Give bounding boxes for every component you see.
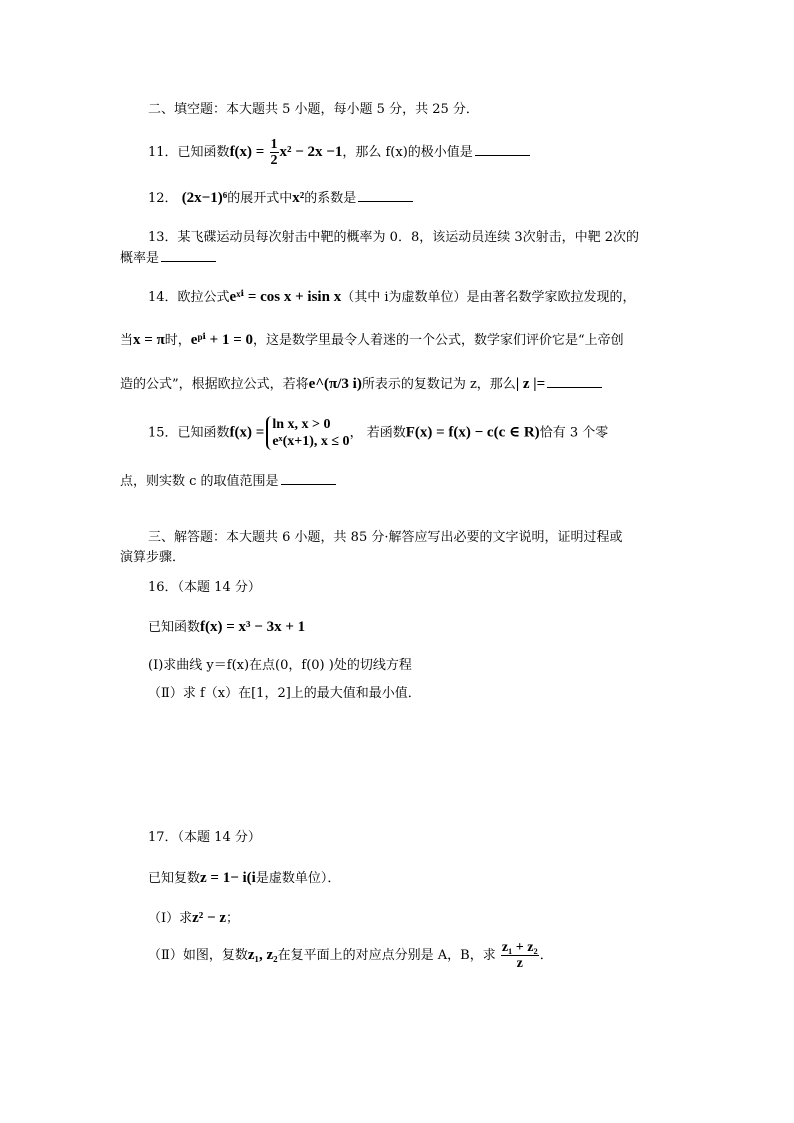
q11-expr: x² − 2x −1 [279, 144, 343, 160]
q11-pre: 已知函数 [177, 145, 230, 160]
question-13-line2: 概率是 [120, 247, 216, 269]
section3-heading-line1: 三、解答题：本大题共 6 小题，共 85 分·解答应写出必要的文字说明，证明过程或 [148, 530, 623, 545]
q14-condition: x = π [133, 332, 165, 348]
question-16-part1: (Ⅰ)求曲线 y＝f(x)在点(0，f(0) )处的切线方程 [148, 658, 412, 673]
q11-fraction: $\frac{1}{2}$ [270, 137, 278, 168]
q17-z: z = 1− i(i [200, 870, 256, 886]
question-11 [148, 137, 530, 168]
q14-answer-blank[interactable] [547, 373, 602, 388]
q12-post: 的系数是 [304, 191, 357, 206]
q14-abs-z: | z |= [515, 376, 546, 392]
q15-answer-blank[interactable] [281, 470, 336, 485]
section3-heading-line2: 演算步骤． [120, 550, 186, 565]
question-15-line2: 点，则实数 c 的取值范围是 [120, 470, 336, 492]
q17-vars: z₁, z₂ [247, 947, 278, 963]
question-14-line3: 造的公式”，根据欧拉公式，若将e^(π/3 i)所表示的复数记为 z，那么| z |= [120, 373, 602, 395]
question-15-line1: 15．已知函数f(x) = ln x, x > 0 eˣ(x+1), x ≤ 0 ， 若函数F(x) = f(x) − c(c ∈ R)恰有 3 个零 [148, 417, 609, 449]
question-16-part2: （Ⅱ）求 f（x）在[1，2]上的最大值和最小值． [148, 686, 421, 701]
q15-piecewise: ln x, x > 0 eˣ(x+1), x ≤ 0 [266, 416, 349, 450]
q11-number: 11． [148, 145, 178, 160]
section2-heading: 二、填空题：本大题共 5 小题，每小题 5 分，共 25 分． [148, 102, 479, 117]
q14-exponential: e^(π/3 i) [308, 376, 362, 392]
q11-post: ，那么 f(x)的极小值是 [342, 145, 473, 160]
q15-Fx: F(x) = f(x) − c(c ∈ R) [405, 424, 540, 441]
q17-fraction: $\frac{\text{z₁ + z₂}}{z}$ [501, 940, 538, 971]
question-14-line2: 当x = π时，eᵖⁱ + 1 = 0，这是数学里最令人着迷的一个公式，数学家们评价它是“上帝创 [120, 332, 624, 348]
question-16-stem: 已知函数f(x) = x³ − 3x + 1 [148, 619, 306, 635]
q11-answer-blank[interactable] [475, 141, 530, 156]
question-13-line1: 13．某飞碟运动员每次射击中靶的概率为 0．8，该运动员连续 3次射击，中靶 2次的 [148, 230, 640, 245]
q13-answer-blank[interactable] [161, 247, 216, 262]
q16-function: f(x) = x³ − 3x + 1 [200, 619, 306, 635]
q12-term: x² [292, 190, 305, 206]
q12-mid: 的展开式中 [227, 191, 293, 206]
question-17-number: 17．（本题 14 分） [148, 830, 261, 845]
question-14-line1: 14．欧拉公式eˣⁱ = cos x + isin x（其中 i为虚数单位）是由著名数学家欧拉发现的， [148, 289, 636, 305]
question-17-part2: （Ⅱ）如图，复数z₁, z₂在复平面上的对应点分别是 A，B，求 $\frac{\text{z₁ + z₂}}{z}$ ． [148, 940, 553, 971]
q15-fx: f(x) = [229, 424, 265, 441]
question-17-part1: （Ⅰ）求z² − z； [148, 910, 240, 926]
question-12 [148, 187, 413, 209]
q12-number: 12． [148, 191, 178, 206]
q14-identity: eᵖⁱ + 1 = 0 [190, 332, 254, 348]
q17-expression: z² − z [192, 910, 227, 926]
q12-expr: (2x−1)⁶ [181, 190, 228, 206]
q12-answer-blank[interactable] [358, 187, 413, 202]
question-16-number: 16．（本题 14 分） [148, 580, 261, 595]
q14-euler-formula: eˣⁱ = cos x + isin x [229, 289, 342, 305]
q11-fx: f(x) = [229, 144, 265, 160]
question-17-stem: 已知复数z = 1− i(i是虚数单位）． [148, 870, 341, 886]
